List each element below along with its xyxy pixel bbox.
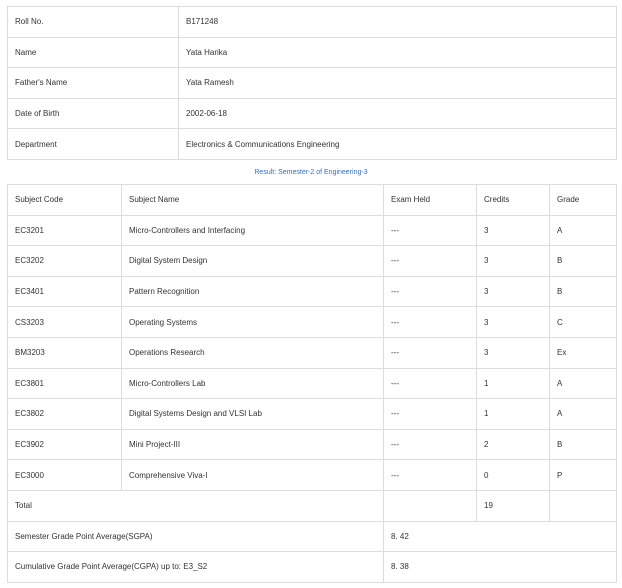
result-header-row [8, 185, 617, 216]
grade: B [550, 276, 617, 307]
grade: B [550, 429, 617, 460]
credits: 0 [477, 460, 550, 491]
sgpa-row [8, 521, 617, 552]
table-row [8, 246, 617, 277]
subject-code: EC3201 [8, 215, 122, 246]
exam-held: --- [384, 460, 477, 491]
grade: A [550, 368, 617, 399]
subject-name: Digital System Design [122, 246, 384, 277]
roll-no-label: Roll No. [8, 7, 179, 38]
total-row [8, 490, 617, 521]
table-row [8, 215, 617, 246]
father-name-row [8, 68, 617, 99]
grade: C [550, 307, 617, 338]
credits: 1 [477, 399, 550, 430]
table-row [8, 460, 617, 491]
subject-code: EC3401 [8, 276, 122, 307]
subject-name: Pattern Recognition [122, 276, 384, 307]
grade: B [550, 246, 617, 277]
subject-code: EC3000 [8, 460, 122, 491]
table-row [8, 337, 617, 368]
header-subject-name: Subject Name [122, 185, 384, 216]
table-row [8, 276, 617, 307]
exam-held: --- [384, 246, 477, 277]
header-exam-held: Exam Held [384, 185, 477, 216]
subject-name: Micro-Controllers Lab [122, 368, 384, 399]
dob-value: 2002-06-18 [179, 98, 617, 129]
sgpa-value: 8. 42 [384, 521, 617, 552]
department-row [8, 129, 617, 160]
subject-name: Operations Research [122, 337, 384, 368]
exam-held: --- [384, 215, 477, 246]
subject-name: Comprehensive Viva-I [122, 460, 384, 491]
name-label: Name [8, 37, 179, 68]
grade: A [550, 215, 617, 246]
exam-held: --- [384, 429, 477, 460]
cgpa-label: Cumulative Grade Point Average(CGPA) up to: E3_S2 [8, 552, 384, 583]
total-credits: 19 [477, 490, 550, 521]
credits: 3 [477, 307, 550, 338]
header-grade: Grade [550, 185, 617, 216]
cgpa-value: 8. 38 [384, 552, 617, 583]
dob-row [8, 98, 617, 129]
exam-held: --- [384, 368, 477, 399]
subject-code: EC3202 [8, 246, 122, 277]
credits: 3 [477, 337, 550, 368]
subject-code: CS3203 [8, 307, 122, 338]
table-row [8, 399, 617, 430]
subject-code: EC3801 [8, 368, 122, 399]
total-empty-cell [384, 490, 477, 521]
subject-code: EC3802 [8, 399, 122, 430]
sgpa-label: Semester Grade Point Average(SGPA) [8, 521, 384, 552]
grade: Ex [550, 337, 617, 368]
name-row [8, 37, 617, 68]
result-table [7, 184, 617, 583]
subject-name: Digital Systems Design and VLSI Lab [122, 399, 384, 430]
total-empty-grade-cell [550, 490, 617, 521]
table-row [8, 307, 617, 338]
subject-code: BM3203 [8, 337, 122, 368]
exam-held: --- [384, 399, 477, 430]
department-value: Electronics & Communications Engineering [179, 129, 617, 160]
roll-no-row [8, 7, 617, 38]
exam-held: --- [384, 276, 477, 307]
father-name-label: Father's Name [8, 68, 179, 99]
department-label: Department [8, 129, 179, 160]
credits: 1 [477, 368, 550, 399]
exam-held: --- [384, 337, 477, 368]
student-info-table [7, 6, 617, 160]
subject-name: Micro-Controllers and Interfacing [122, 215, 384, 246]
credits: 3 [477, 215, 550, 246]
subject-name: Mini Project-III [122, 429, 384, 460]
total-label: Total [8, 490, 384, 521]
roll-no-value: B171248 [179, 7, 617, 38]
grade: A [550, 399, 617, 430]
credits: 2 [477, 429, 550, 460]
exam-held: --- [384, 307, 477, 338]
cgpa-row [8, 552, 617, 583]
table-row [8, 429, 617, 460]
subject-name: Operating Systems [122, 307, 384, 338]
father-name-value: Yata Ramesh [179, 68, 617, 99]
subject-code: EC3902 [8, 429, 122, 460]
grade: P [550, 460, 617, 491]
header-credits: Credits [477, 185, 550, 216]
result-caption: Result: Semester-2 of Engineering-3 [254, 169, 368, 176]
header-subject-code: Subject Code [8, 185, 122, 216]
credits: 3 [477, 246, 550, 277]
name-value: Yata Harika [179, 37, 617, 68]
dob-label: Date of Birth [8, 98, 179, 129]
credits: 3 [477, 276, 550, 307]
table-row [8, 368, 617, 399]
